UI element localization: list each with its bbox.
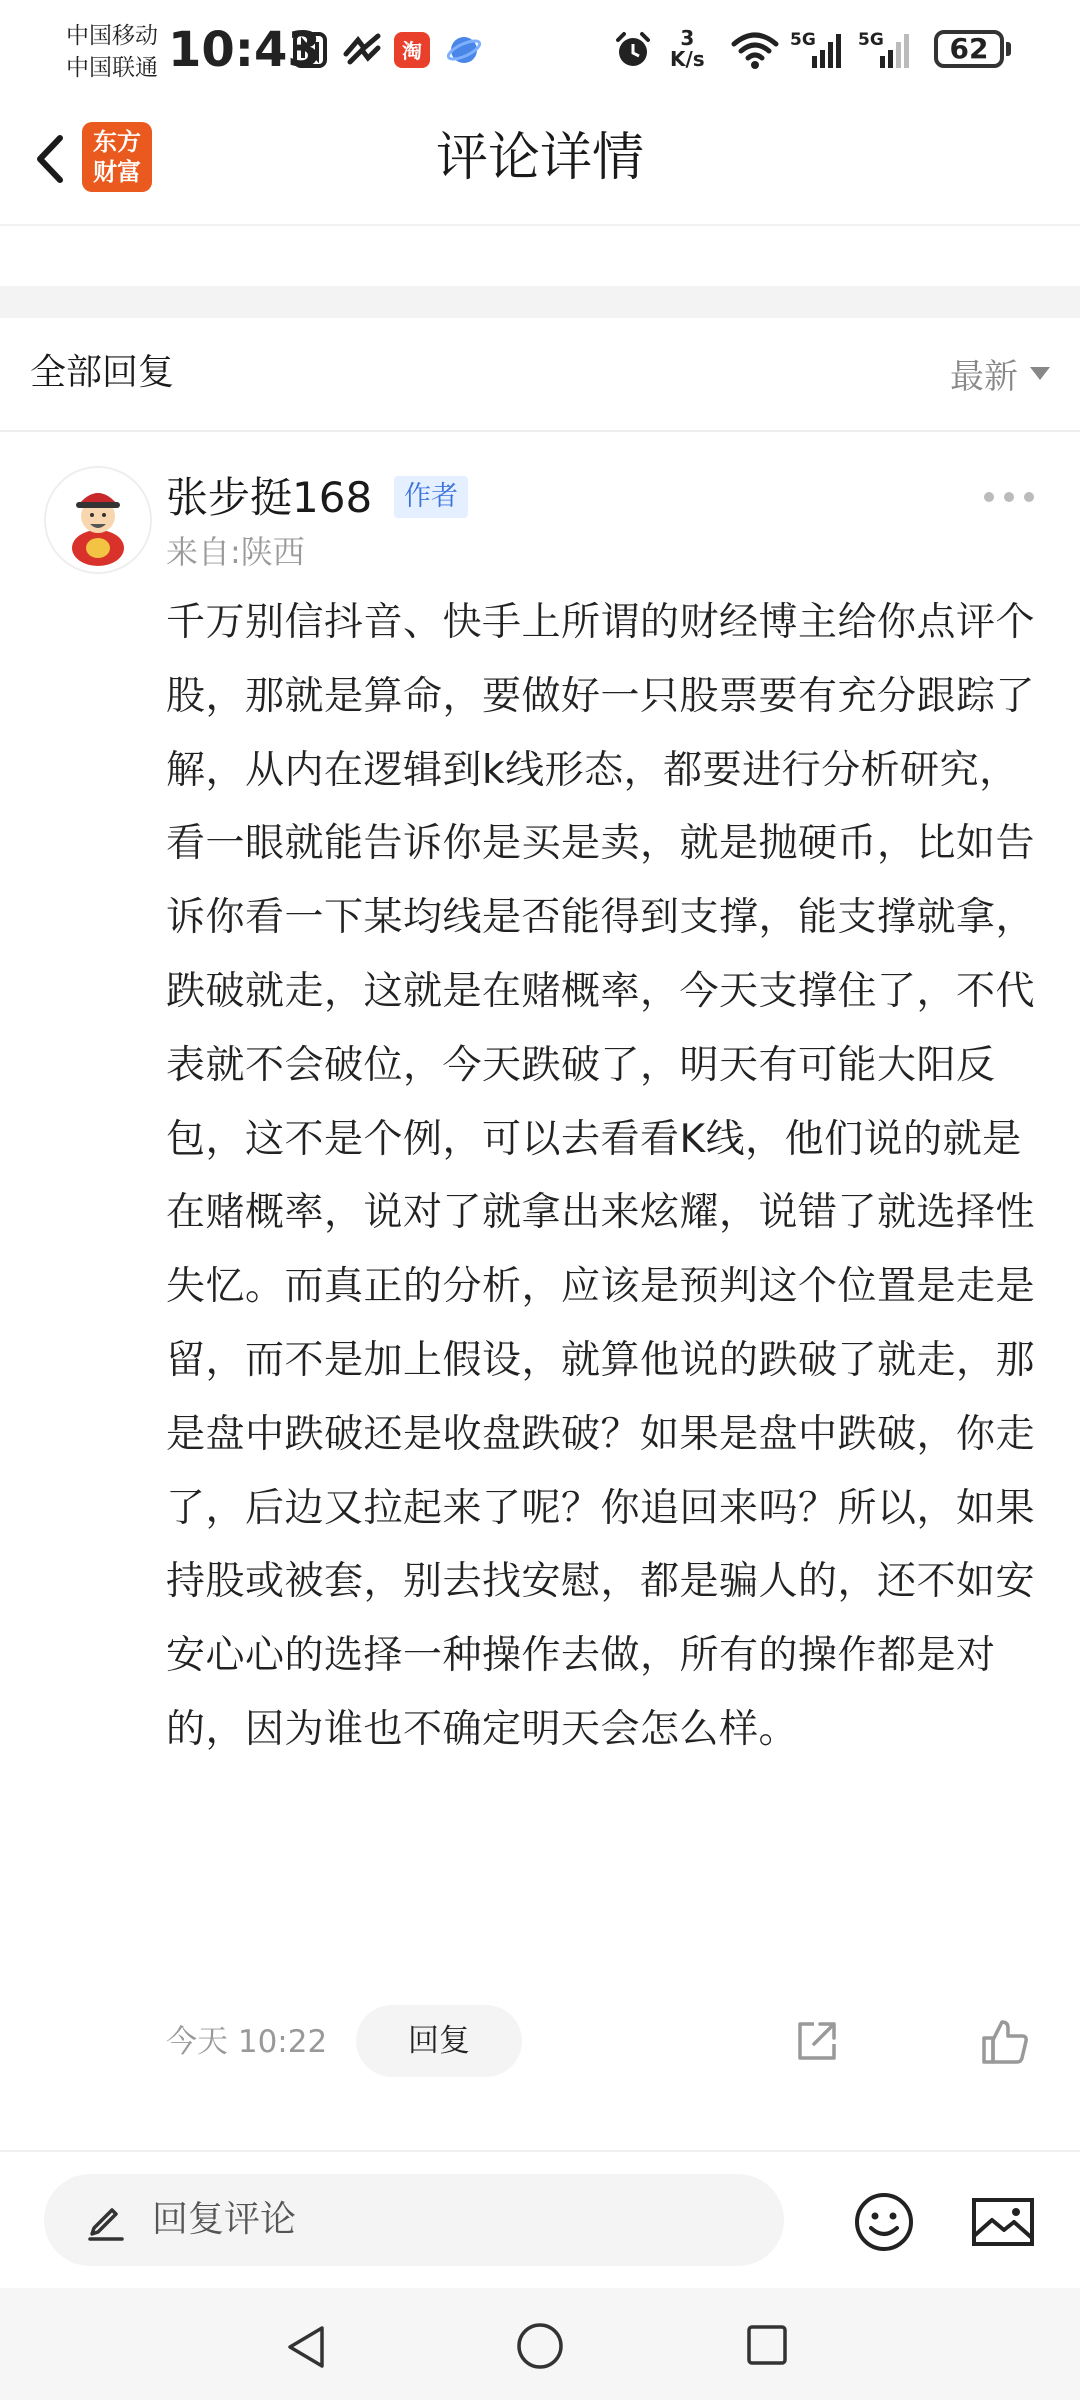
emoji-icon[interactable]	[852, 2190, 916, 2254]
image-icon[interactable]	[970, 2190, 1036, 2254]
dot	[984, 492, 994, 502]
comment-timestamp: 今天 10:22	[166, 2024, 328, 2060]
carrier-info	[66, 20, 158, 84]
system-recents-icon[interactable]	[744, 2322, 790, 2368]
pencil-icon	[84, 2198, 128, 2242]
signal-strength-1-icon	[790, 28, 846, 72]
all-replies-title: 全部回复	[30, 352, 175, 393]
caret-down-icon	[1030, 367, 1050, 380]
network-type-1: 5G	[790, 30, 816, 50]
logo-line-1: 东方	[93, 127, 141, 156]
bottom-reply-bar	[0, 2150, 1080, 2290]
wifi-icon	[730, 28, 780, 72]
thumbs-up-icon[interactable]	[980, 2016, 1030, 2066]
app-notification-icon	[342, 28, 382, 72]
dot	[1004, 492, 1014, 502]
more-dots-icon[interactable]	[984, 490, 1034, 504]
signal-strength-2-icon	[858, 28, 920, 72]
dot	[1024, 492, 1034, 502]
taobao-icon	[392, 28, 432, 72]
author-badge: 作者	[394, 476, 468, 518]
net-speed	[670, 28, 705, 70]
battery-tip	[1006, 42, 1011, 56]
net-speed-value: 3	[680, 26, 695, 50]
section-gap	[0, 286, 1080, 318]
comment-location: 来自:陕西	[166, 533, 305, 571]
reply-comment-input[interactable]	[44, 2174, 784, 2266]
replies-header	[0, 318, 1080, 432]
reply-button[interactable]: 回复	[356, 2005, 522, 2077]
reply-input-placeholder: 回复评论	[152, 2199, 297, 2240]
logo-line-2: 财富	[93, 157, 141, 186]
svg-text:淘: 淘	[402, 39, 422, 63]
system-home-icon[interactable]	[514, 2320, 566, 2372]
sort-label: 最新	[950, 356, 1018, 397]
browser-icon	[446, 28, 482, 72]
net-speed-unit: K/s	[670, 47, 705, 71]
avatar-image	[46, 468, 150, 572]
carrier-1: 中国移动	[66, 23, 158, 49]
top-nav-bar	[0, 100, 1080, 224]
alarm-icon	[612, 28, 654, 72]
share-icon[interactable]	[794, 2018, 840, 2064]
avatar[interactable]	[44, 466, 152, 574]
sort-dropdown[interactable]	[950, 348, 1050, 398]
header-divider	[0, 224, 1080, 226]
system-back-icon[interactable]	[282, 2322, 332, 2372]
page-title: 评论详情	[435, 128, 644, 188]
status-time: 10:43	[168, 22, 321, 78]
status-bar	[0, 0, 1080, 100]
comment-content: 千万别信抖音、快手上所谓的财经博主给你点评个股，那就是算命，要做好一只股票要有充分跟踪了解，从内在逻辑到k线形态，都要进行分析研究，看一眼就能告诉你是买是卖，就是抛硬币，比如告诉你看一下某均线是否能得到支撑，能支撑就拿，跌破就走，这就是在赌概率，今天支撑住了，不代表就不会破位，今天跌破了，明天有可能大阳反包，这不是个例，可以去看看K线，他们说的就是在赌概率，说对了就拿出来炫耀，说错了就选择性失忆。而真正的分析，应该是预判这个位置是走是留，而不是加上假设，就算他说的跌破了就走，那是盘中跌破还是收盘跌破？如果是盘中跌破，你走了，后边又拉起来了呢？你追回来吗？所以，如果持股或被套，别去找安慰，都是骗人的，还不如安安心心的选择一种操作去做，所有的操作都是对的，因为谁也不确定明天会怎么样。	[166, 600, 1036, 1752]
system-nav-bar	[0, 2288, 1080, 2400]
carrier-2: 中国联通	[66, 55, 158, 81]
nfc-icon	[292, 28, 328, 72]
network-type-2: 5G	[858, 30, 884, 50]
comment-username[interactable]: 张步挺168	[166, 473, 373, 522]
battery-indicator: 62	[934, 30, 1004, 68]
